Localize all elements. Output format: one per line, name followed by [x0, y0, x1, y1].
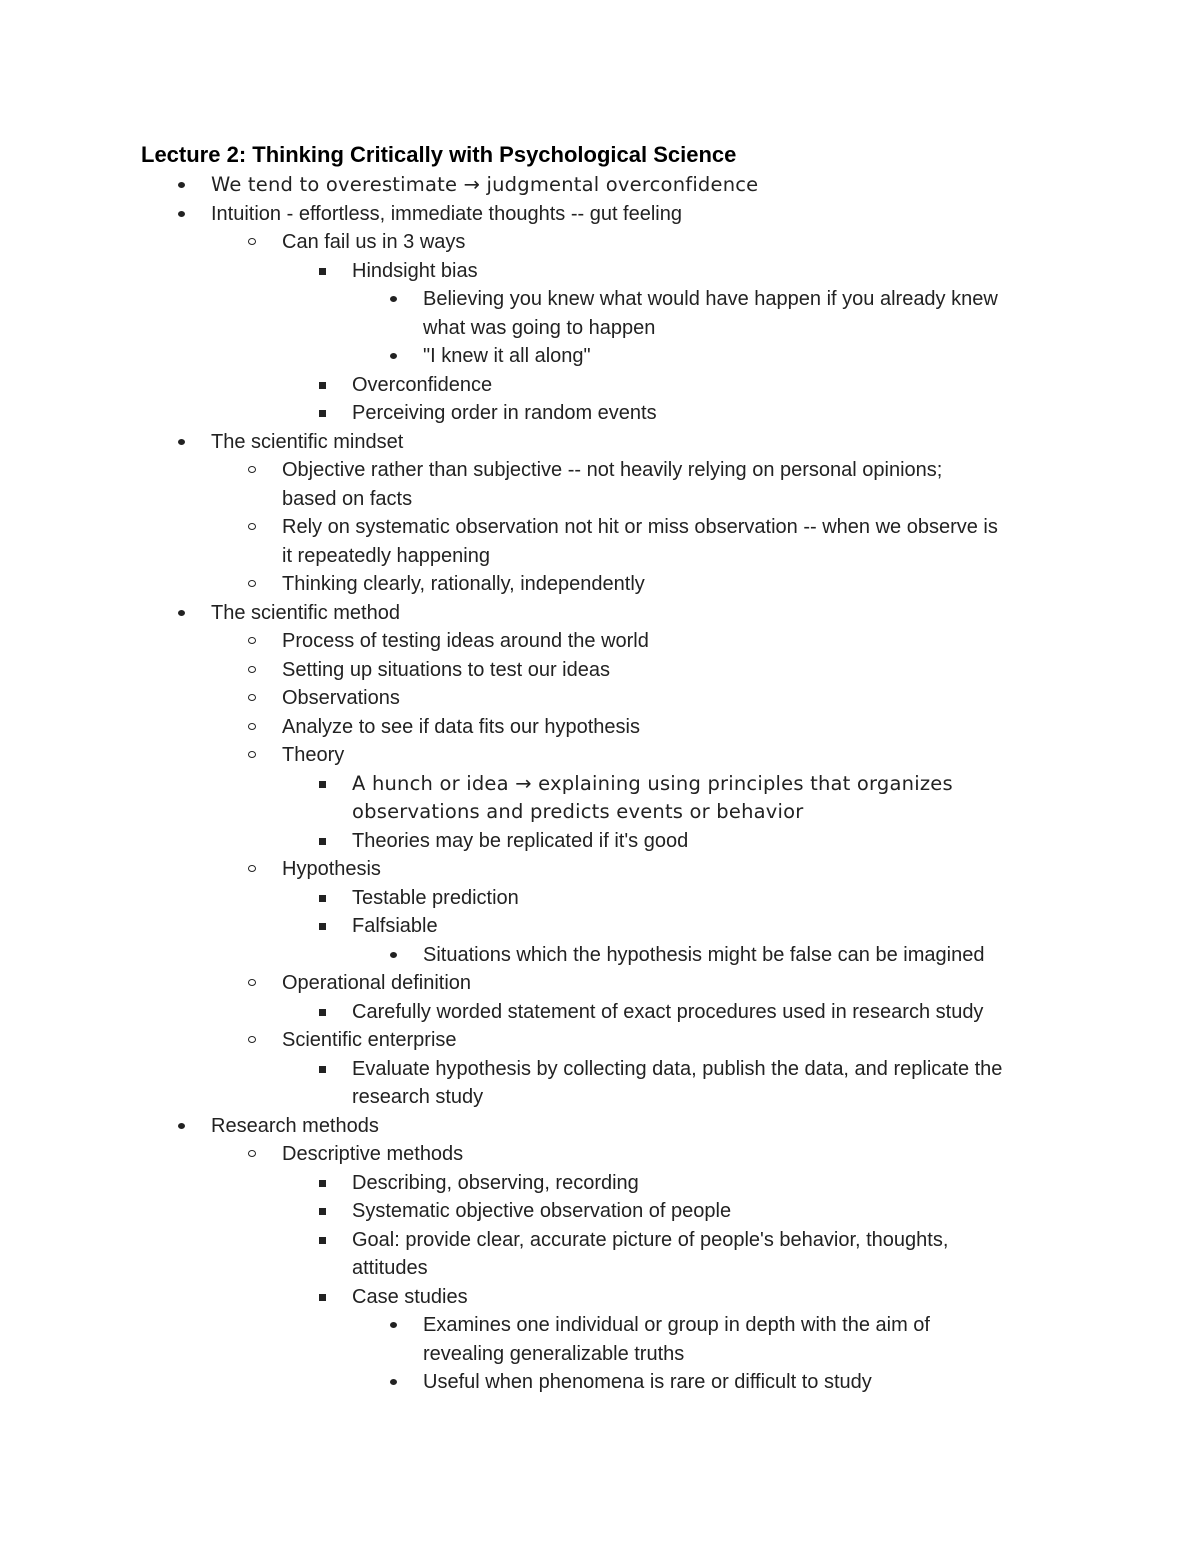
list-item-text: what was going to happen — [423, 316, 656, 339]
square-bullet-icon — [316, 912, 330, 941]
square-bullet-icon — [316, 257, 330, 286]
circle-bullet-icon — [246, 969, 260, 998]
square-bullet-icon — [316, 884, 330, 913]
list-item — [387, 1340, 1080, 1369]
disc-bullet-icon — [175, 1112, 189, 1141]
list-item-text: We tend to overestimate → judgmental overconfidence — [211, 173, 759, 196]
circle-bullet-icon — [246, 627, 260, 656]
list-item-text: Research methods — [211, 1114, 379, 1137]
list-item-text: Goal: provide clear, accurate picture of people's behavior, thoughts, — [352, 1228, 949, 1251]
circle-bullet-icon — [246, 513, 260, 542]
list-item-text: Theory — [282, 744, 345, 766]
list-item-text: attitudes — [352, 1257, 428, 1279]
list-item — [316, 1197, 1080, 1226]
list-item-text: Setting up situations to test our ideas — [282, 658, 610, 681]
list-item — [316, 1226, 1080, 1255]
list-item — [246, 656, 1080, 685]
list-item — [316, 912, 1080, 941]
list-item — [387, 1311, 1080, 1340]
list-item — [387, 285, 1080, 314]
list-item-text: Descriptive methods — [282, 1143, 464, 1165]
list-item — [246, 456, 1080, 485]
list-item — [316, 827, 1080, 856]
list-item-text: Observations — [282, 687, 400, 709]
list-item-text: based on facts — [282, 487, 413, 510]
list-item — [246, 485, 1080, 514]
list-item-text: The scientific method — [211, 601, 400, 624]
disc-bullet-icon — [387, 285, 401, 314]
list-item — [316, 371, 1080, 400]
list-item-text: Thinking clearly, rationally, independently — [282, 573, 645, 595]
list-item-text: revealing generalizable truths — [423, 1342, 685, 1365]
square-bullet-icon — [316, 371, 330, 400]
circle-bullet-icon — [246, 228, 260, 257]
list-item-text: Analyze to see if data fits our hypothesis — [282, 715, 640, 738]
list-item — [175, 200, 1080, 229]
list-item-text: A hunch or idea → explaining using principles that organizes — [352, 771, 953, 795]
list-item-text: Case studies — [352, 1285, 468, 1308]
list-item-text: Objective rather than subjective -- not heavily relying on personal opinions; — [282, 459, 943, 481]
list-item-text: Perceiving order in random events — [352, 402, 657, 424]
list-item-text: Operational definition — [282, 972, 472, 994]
list-item — [316, 1254, 1080, 1283]
list-item — [387, 941, 1080, 970]
list-item-text: Describing, observing, recording — [352, 1171, 639, 1194]
circle-bullet-icon — [246, 1140, 260, 1169]
list-item — [246, 684, 1080, 713]
list-item-text: Scientific enterprise — [282, 1029, 457, 1051]
list-item-text: Falfsiable — [352, 915, 438, 937]
list-item — [175, 599, 1080, 628]
list-item-text: Theories may be replicated if it's good — [352, 829, 689, 852]
disc-bullet-icon — [175, 200, 189, 229]
list-item — [175, 1112, 1080, 1141]
list-item — [246, 1026, 1080, 1055]
list-item — [387, 314, 1080, 343]
disc-bullet-icon — [387, 1311, 401, 1340]
square-bullet-icon — [316, 1283, 330, 1312]
list-item-text: research study — [352, 1086, 484, 1108]
list-item — [387, 1368, 1080, 1397]
list-item — [246, 969, 1080, 998]
circle-bullet-icon — [246, 1026, 260, 1055]
circle-bullet-icon — [246, 456, 260, 485]
list-item — [316, 798, 1080, 827]
list-item — [246, 513, 1080, 542]
list-item-text: Carefully worded statement of exact procedures used in research study — [352, 1000, 984, 1023]
list-item-text: Intuition - effortless, immediate thoughts -- gut feeling — [211, 202, 682, 225]
list-item — [246, 855, 1080, 884]
list-item — [316, 1283, 1080, 1312]
list-item-text: Situations which the hypothesis might be false can be imagined — [423, 943, 985, 966]
list-item-text: Useful when phenomena is rare or difficult to study — [423, 1371, 872, 1393]
disc-bullet-icon — [175, 599, 189, 628]
list-item — [246, 1140, 1080, 1169]
list-item-text: Rely on systematic observation not hit or miss observation -- when we observe is — [282, 516, 998, 538]
list-item — [316, 1169, 1080, 1198]
list-item — [246, 741, 1080, 770]
circle-bullet-icon — [246, 741, 260, 770]
disc-bullet-icon — [387, 342, 401, 371]
list-item — [175, 171, 1080, 200]
disc-bullet-icon — [175, 171, 189, 200]
list-item — [246, 542, 1080, 571]
disc-bullet-icon — [175, 428, 189, 457]
list-item — [316, 1055, 1080, 1084]
list-item-text: The scientific mindset — [211, 430, 404, 453]
list-item-text: Examines one individual or group in depth with the aim of — [423, 1314, 930, 1336]
list-item-text: Evaluate hypothesis by collecting data, publish the data, and replicate the — [352, 1057, 1003, 1080]
disc-bullet-icon — [387, 941, 401, 970]
square-bullet-icon — [316, 770, 330, 799]
list-item-text: Hypothesis — [282, 858, 381, 880]
list-item — [316, 998, 1080, 1027]
square-bullet-icon — [316, 1169, 330, 1198]
list-item-text: Believing you knew what would have happen if you already knew — [423, 288, 998, 310]
circle-bullet-icon — [246, 570, 260, 599]
circle-bullet-icon — [246, 713, 260, 742]
list-item — [387, 342, 1080, 371]
document-title: Lecture 2: Thinking Critically with Psychological Science — [141, 142, 737, 167]
circle-bullet-icon — [246, 656, 260, 685]
list-item-text: Overconfidence — [352, 373, 493, 396]
square-bullet-icon — [316, 1055, 330, 1084]
square-bullet-icon — [316, 1226, 330, 1255]
list-item-text: Systematic objective observation of people — [352, 1200, 732, 1222]
list-item-text: it repeatedly happening — [282, 544, 490, 567]
list-item — [316, 1083, 1080, 1112]
list-item — [246, 627, 1080, 656]
circle-bullet-icon — [246, 855, 260, 884]
list-item-text: "I knew it all along" — [423, 345, 591, 367]
list-item — [316, 399, 1080, 428]
list-item-text: observations and predicts events or behavior — [352, 800, 804, 823]
list-item — [316, 884, 1080, 913]
square-bullet-icon — [316, 399, 330, 428]
square-bullet-icon — [316, 998, 330, 1027]
list-item-text: Can fail us in 3 ways — [282, 231, 466, 253]
list-item-text: Hindsight bias — [352, 259, 478, 282]
list-item — [175, 428, 1080, 457]
list-item-text: Testable prediction — [352, 886, 519, 909]
list-item — [316, 770, 1080, 799]
list-item-text: Process of testing ideas around the world — [282, 630, 649, 652]
square-bullet-icon — [316, 827, 330, 856]
list-item — [316, 257, 1080, 286]
circle-bullet-icon — [246, 684, 260, 713]
list-item — [246, 228, 1080, 257]
square-bullet-icon — [316, 1197, 330, 1226]
disc-bullet-icon — [387, 1368, 401, 1397]
list-item — [246, 713, 1080, 742]
list-item — [246, 570, 1080, 599]
